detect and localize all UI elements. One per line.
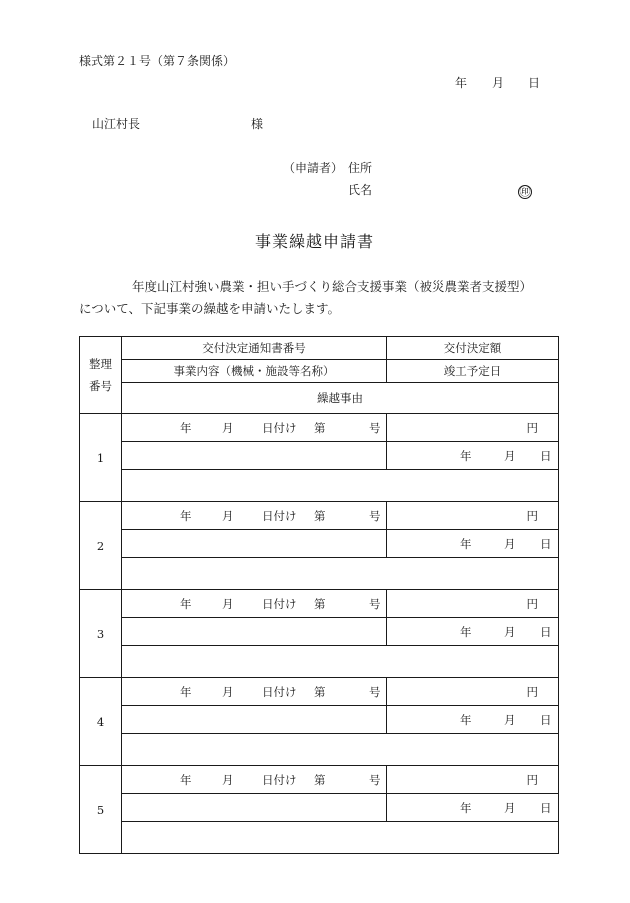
notice-dated-label: 日付け (262, 508, 297, 523)
name-label: 氏名 (348, 183, 373, 197)
table-row (80, 646, 559, 678)
date-month: 月 (492, 76, 505, 90)
carryover-table (79, 336, 559, 854)
recipient-suffix: 様 (251, 117, 264, 131)
notice-dai-label: 第 (314, 420, 326, 435)
body-line-2: について、下記事業の繰越を申請いたします。 (79, 301, 341, 316)
carryover-reason-field[interactable] (122, 470, 559, 502)
applicant-label: （申請者） (283, 161, 344, 175)
notice-number-field[interactable] (122, 502, 387, 530)
address-label: 住所 (348, 161, 373, 175)
date-day: 日 (528, 76, 541, 90)
completion-month-label: 月 (504, 800, 516, 815)
recipient-name: 山江村長 (92, 117, 141, 131)
row-number: 1 (80, 414, 122, 502)
carryover-reason-field[interactable] (122, 822, 559, 854)
seal-mark-text: ㊞ (519, 185, 531, 198)
completion-month-label: 月 (504, 536, 516, 551)
notice-month-label: 月 (222, 596, 234, 611)
table-row (80, 618, 559, 646)
table-row (80, 590, 559, 618)
table-row (80, 822, 559, 854)
row-number: 3 (80, 590, 122, 678)
notice-month-label: 月 (222, 420, 234, 435)
notice-dated-label: 日付け (262, 772, 297, 787)
completion-day-label: 日 (540, 448, 552, 463)
notice-dated-label: 日付け (262, 596, 297, 611)
notice-year-label: 年 (180, 596, 192, 611)
table-row (80, 530, 559, 558)
project-content-field[interactable] (122, 706, 387, 734)
notice-year-label: 年 (180, 420, 192, 435)
completion-year-label: 年 (460, 448, 472, 463)
completion-year-label: 年 (460, 624, 472, 639)
table-row (80, 734, 559, 766)
header-completion-date: 竣工予定日 (387, 360, 559, 383)
notice-year-label: 年 (180, 508, 192, 523)
grant-amount-field[interactable] (387, 678, 559, 706)
carryover-reason-field[interactable] (122, 646, 559, 678)
notice-dai-label: 第 (314, 772, 326, 787)
project-content-field[interactable] (122, 530, 387, 558)
completion-year-label: 年 (460, 536, 472, 551)
header-notice-number: 交付決定通知書番号 (122, 337, 387, 360)
project-content-field[interactable] (122, 442, 387, 470)
notice-year-label: 年 (180, 684, 192, 699)
row-number: 4 (80, 678, 122, 766)
table-row (80, 558, 559, 590)
completion-year-label: 年 (460, 800, 472, 815)
notice-dated-label: 日付け (262, 420, 297, 435)
carryover-reason-field[interactable] (122, 734, 559, 766)
yen-label: 円 (526, 596, 538, 611)
notice-dai-label: 第 (314, 508, 326, 523)
completion-date-field[interactable] (387, 530, 559, 558)
completion-date-field[interactable] (387, 442, 559, 470)
table-row (80, 442, 559, 470)
table-row (80, 766, 559, 794)
header-grant-amount: 交付決定額 (387, 337, 559, 360)
grant-amount-field[interactable] (387, 414, 559, 442)
notice-go-label: 号 (369, 596, 381, 611)
row-number: 2 (80, 502, 122, 590)
notice-month-label: 月 (222, 508, 234, 523)
document-title: 事業繰越申請書 (255, 232, 375, 251)
project-content-field[interactable] (122, 794, 387, 822)
completion-month-label: 月 (504, 448, 516, 463)
table-row (80, 470, 559, 502)
completion-month-label: 月 (504, 712, 516, 727)
project-content-field[interactable] (122, 618, 387, 646)
yen-label: 円 (526, 772, 538, 787)
table-row (80, 502, 559, 530)
notice-number-field[interactable] (122, 766, 387, 794)
yen-label: 円 (526, 684, 538, 699)
form-number: 様式第２１号（第７条関係） (79, 54, 236, 68)
notice-year-label: 年 (180, 772, 192, 787)
carryover-reason-field[interactable] (122, 558, 559, 590)
notice-dated-label: 日付け (262, 684, 297, 699)
header-no-cell (80, 337, 122, 414)
completion-day-label: 日 (540, 624, 552, 639)
grant-amount-field[interactable] (387, 502, 559, 530)
notice-number-field[interactable] (122, 590, 387, 618)
header-no-label-1: 整理 (89, 357, 112, 371)
completion-date-field[interactable] (387, 706, 559, 734)
grant-amount-field[interactable] (387, 766, 559, 794)
header-carryover-reason: 繰越事由 (122, 383, 559, 414)
completion-day-label: 日 (540, 800, 552, 815)
row-number: 5 (80, 766, 122, 854)
completion-month-label: 月 (504, 624, 516, 639)
table-row (80, 706, 559, 734)
notice-month-label: 月 (222, 772, 234, 787)
table-row (80, 794, 559, 822)
yen-label: 円 (526, 508, 538, 523)
header-no-label-2: 番号 (89, 379, 112, 393)
table-row (80, 414, 559, 442)
notice-go-label: 号 (369, 772, 381, 787)
notice-number-field[interactable] (122, 678, 387, 706)
completion-day-label: 日 (540, 712, 552, 727)
date-year: 年 (455, 76, 468, 90)
completion-date-field[interactable] (387, 794, 559, 822)
grant-amount-field[interactable] (387, 590, 559, 618)
notice-dai-label: 第 (314, 684, 326, 699)
seal-mark (518, 180, 532, 199)
notice-number-field[interactable] (122, 414, 387, 442)
notice-dai-label: 第 (314, 596, 326, 611)
body-line-1: 年度山江村強い農業・担い手づくり総合支援事業（被災農業者支援型） (132, 279, 533, 294)
notice-go-label: 号 (369, 508, 381, 523)
yen-label: 円 (526, 420, 538, 435)
completion-year-label: 年 (460, 712, 472, 727)
notice-go-label: 号 (369, 420, 381, 435)
table-row (80, 678, 559, 706)
completion-date-field[interactable] (387, 618, 559, 646)
notice-month-label: 月 (222, 684, 234, 699)
completion-day-label: 日 (540, 536, 552, 551)
notice-go-label: 号 (369, 684, 381, 699)
header-project-content: 事業内容（機械・施設等名称） (122, 360, 387, 383)
